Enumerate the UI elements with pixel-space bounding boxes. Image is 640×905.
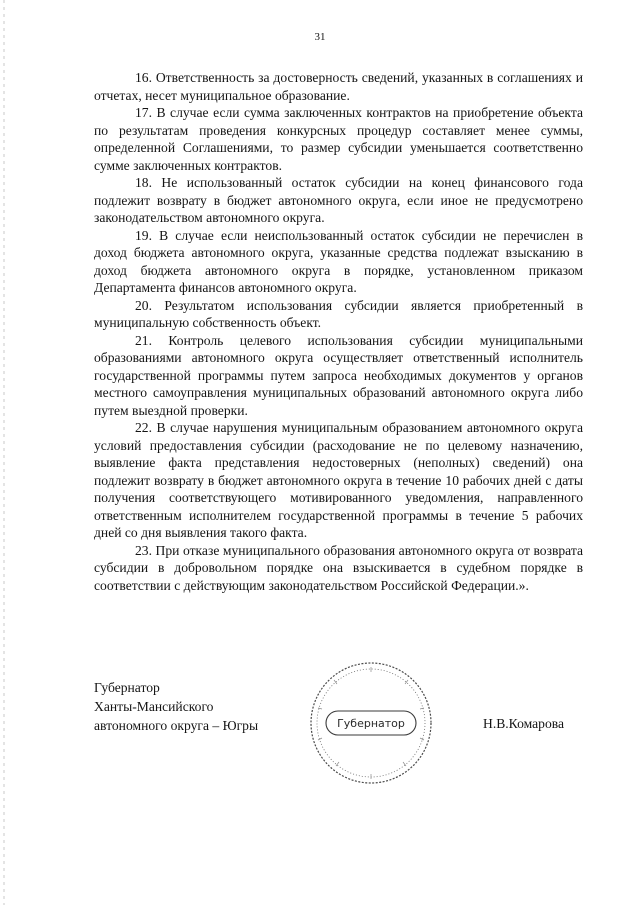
paragraph-20: 20. Результатом использования субсидии является приобретенный в муниципальную собственность объект. (94, 297, 583, 330)
paragraph-22: 22. В случае нарушения муниципальным образованием автономного округа условий предоставления субсидии (расходование не по целевому назначению, выявление факта представления недостоверных (неполных) сведений) она подлежит возврату в бюджет автономного округа в течение 10 рабочих дней с даты получения соответствующего мотивированного уведомления, направленного ответственным исполнителем государственной программы в течение 5 рабочих дней со дня выявления такого факта. (94, 420, 583, 540)
paragraph-17: 17. В случае если сумма заключенных контрактов на приобретение объекта по результатам проведения конкурсных процедур составляет менее суммы, определенной Соглашениями, то размер субсидии уменьшается соответственно сумме заключенных контрактов. (94, 105, 583, 173)
signature-block (0, 676, 640, 786)
paragraph-19: 19. В случае если неиспользованный остаток субсидии не перечислен в доход бюджета автономного округа, указанные средства подлежат взысканию в доход бюджета автономного округа в порядке, установленном приказом Департамента финансов автономного округа. (94, 227, 583, 295)
page-number: 31 (314, 31, 326, 43)
document-body (94, 69, 583, 594)
paragraph-16: 16. Ответственность за достоверность сведений, указанных в соглашениях и отчетах, несет муниципальное образование. (94, 70, 583, 103)
official-stamp (306, 658, 436, 788)
position-line: автономного округа – Югры (94, 718, 259, 733)
stamp-label: Губернатор (337, 717, 405, 730)
signatory-name: Н.В.Комарова (483, 716, 565, 731)
paragraph-23: 23. При отказе муниципального образования автономного округа от возврата субсидии в добровольном порядке она взыскивается в судебном порядке в соответствии с действующим законодательством Российской Федерации.». (94, 542, 583, 593)
position-line: Губернатор (94, 680, 160, 695)
paragraph-21: 21. Контроль целевого использования субсидии муниципальными образованиями автономного округа осуществляет ответственный исполнитель государственной программы путем запроса необходимых документов у органов местного самоуправления муниципальных образований автономного округа либо путем выездной проверки. (94, 332, 583, 418)
signatory-position (94, 678, 258, 735)
paragraph-18: 18. Не использованный остаток субсидии на конец финансового года подлежит возврату в бюджет автономного округа, если иное не предусмотрено законодательством автономного округа. (94, 175, 583, 225)
position-line: Ханты-Мансийского (94, 699, 214, 714)
